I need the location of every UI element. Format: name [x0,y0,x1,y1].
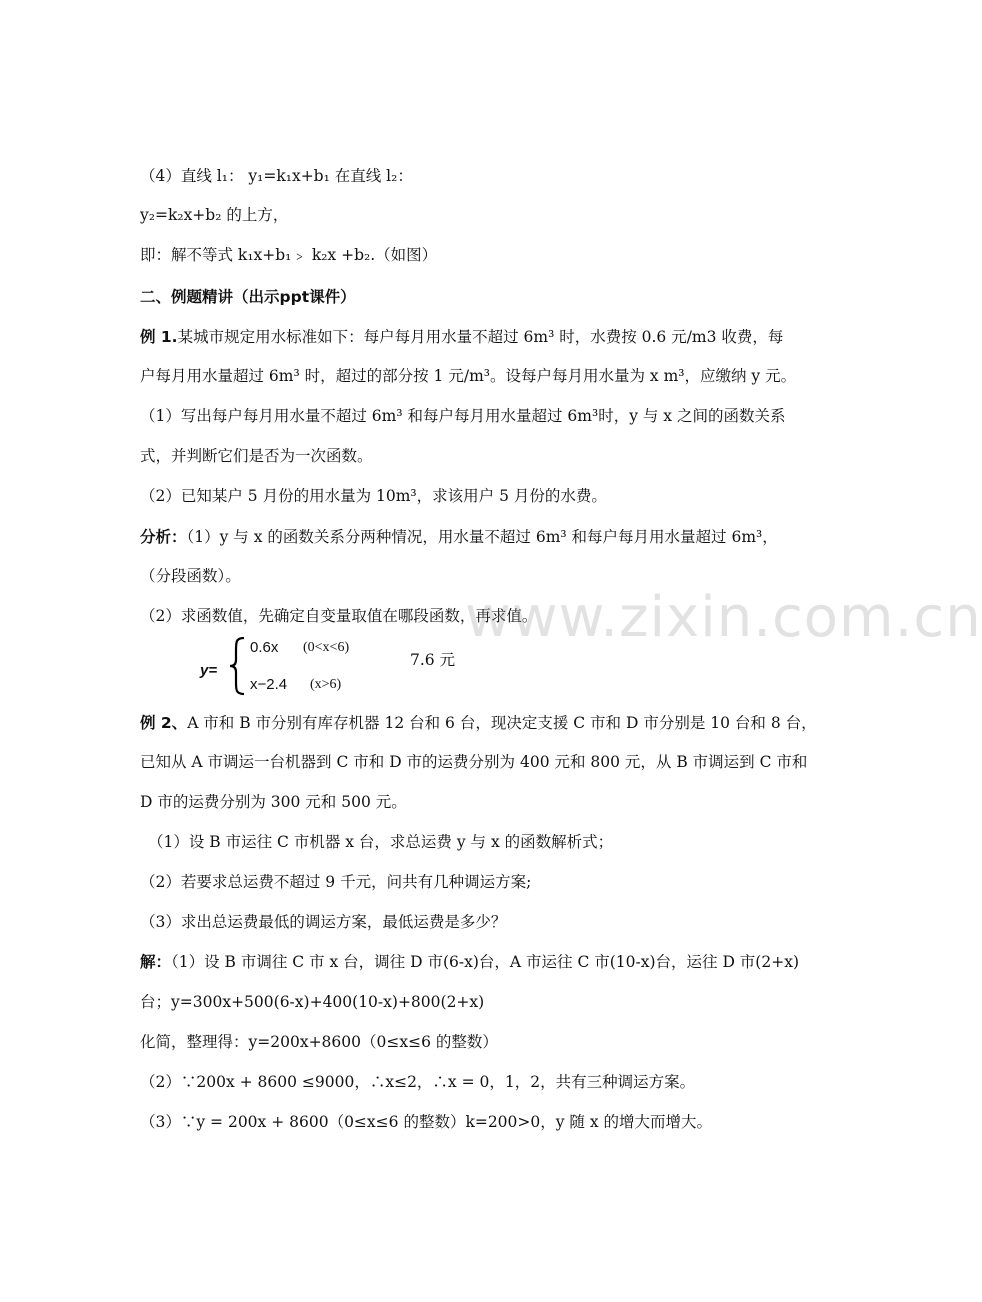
text-line: 台；y=300x+500(6-x)+400(10-x)+800(2+x) [140,993,485,1011]
text-line: 户每月用水量超过 6m³ 时，超过的部分按 1 元/m³。设每户每月用水量为 x m³，应缴纳 y 元。 [140,367,797,385]
text-line: 已知从 A 市调运一台机器到 C 市和 D 市的运费分别为 400 元和 800 元，从 B 市调运到 C 市和 [140,753,808,771]
text-line: y₂=k₂x+b₂ 的上方， [140,206,289,224]
text-line: （3）求出总运费最低的调运方案，最低运费是多少？ [140,913,507,931]
text-line: 即：解不等式 k₁x+b₁﹥ k₂x +b₂.（如图） [140,246,438,264]
text-line: （4）直线 l₁： y₁=k₁x+b₁ 在直线 l₂： [140,167,413,185]
text-line: （2）已知某户 5 月份的用水量为 10m³，求该用户 5 月份的水费。 [140,487,607,505]
text-line: （2）∵200x + 8600 ≤9000，∴x≤2，∴x = 0，1，2，共有三种调运方案。 [140,1073,696,1091]
watermark: www.zixin.com.cn [465,585,982,650]
formula-answer: 7.6 元 [410,651,456,669]
text-line: （2）求函数值，先确定自变量取值在哪段函数，再求值。 [140,607,538,625]
analysis-label: 分析： [140,528,187,546]
example-2-line: 例 2、A 市和 B 市分别有库存机器 12 台和 6 台，现决定支援 C 市和 D 市分别是 10 台和 8 台， [140,714,817,732]
example-1-line: 例 1.某城市规定用水标准如下：每户每月用水量不超过 6m³ 时，水费按 0.6 元/m3 收费，每 [140,328,784,346]
formula-row-2: x−2.4 [250,676,288,693]
text-line: 式，并判断它们是否为一次函数。 [140,447,373,465]
solution-label: 解： [140,953,172,971]
formula-row-1: 0.6x [250,639,279,656]
text-line: （分段函数）。 [140,567,241,585]
formula-lhs: y= [200,662,218,679]
solution-line: 解：（1）设 B 市调往 C 市 x 台，调往 D 市(6-x)台，A 市运往 C 市(10-x)台，运往 D 市(2+x) [140,953,799,971]
section-heading: 二、例题精讲（出示ppt课件） [140,288,356,306]
text-line: （1）写出每户每月用水量不超过 6m³ 和每户每月用水量超过 6m³时，y 与 x 之间的函数关系 [140,407,786,425]
text-line: D 市的运费分别为 300 元和 500 元。 [140,793,407,811]
example-label: 例 2、 [140,714,188,732]
text-line: （3）∵y = 200x + 8600（0≤x≤6 的整数）k=200>0，y 随 x 的增大而增大。 [140,1113,713,1131]
formula-cond-1: (0<x<6) [303,640,350,655]
formula-cond-2: (x>6) [310,677,342,692]
text-line: （2）若要求总运费不超过 9 千元，问共有几种调运方案; [140,873,532,891]
text-line: 化简，整理得：y=200x+8600（0≤x≤6 的整数） [140,1033,498,1051]
analysis-line: 分析：（1）y 与 x 的函数关系分两种情况，用水量不超过 6m³ 和每户每月用水量超过 6m³， [140,528,778,546]
example-label: 例 1. [140,328,178,346]
text-line: （1）设 B 市运往 C 市机器 x 台，求总运费 y 与 x 的函数解析式； [148,833,614,851]
